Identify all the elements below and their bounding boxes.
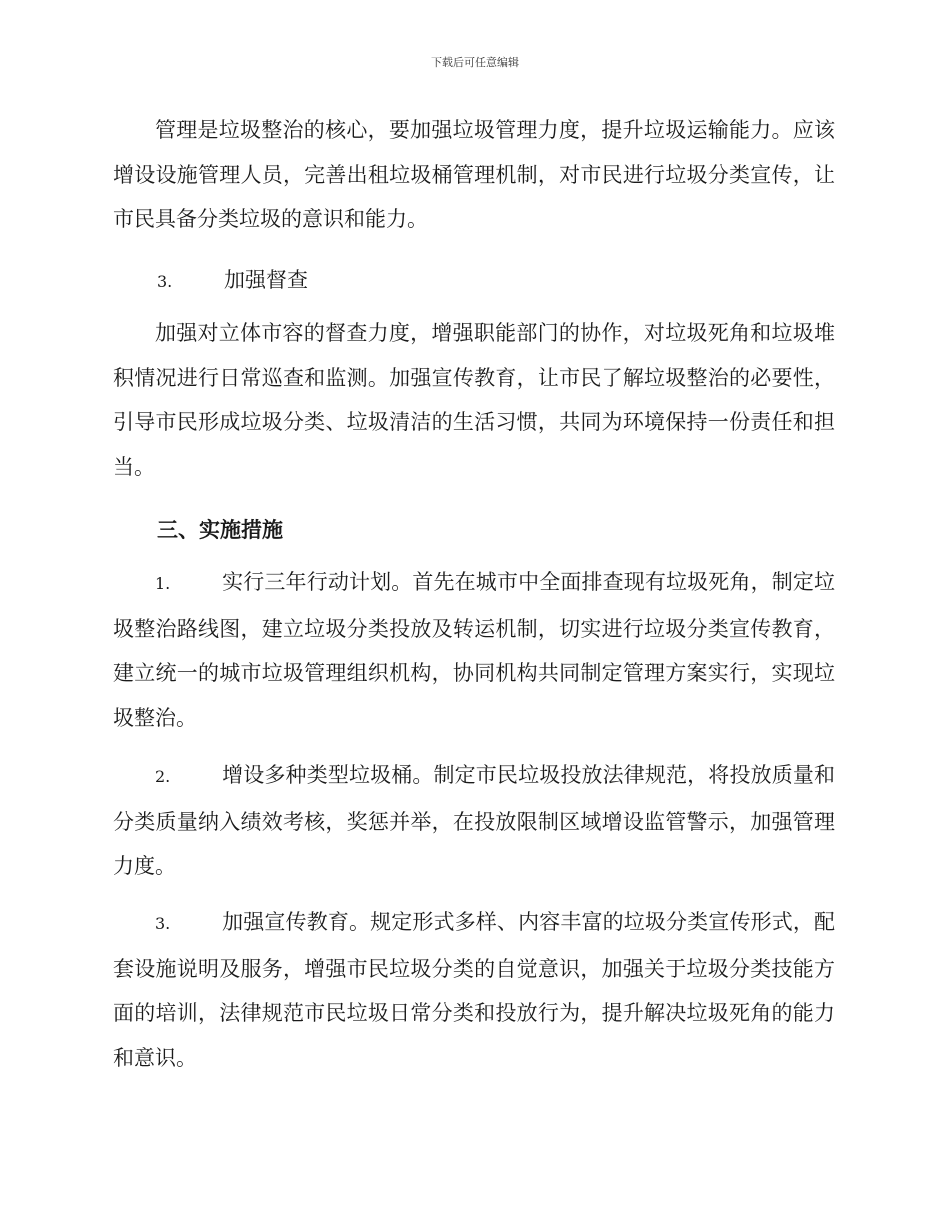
item-title: 加强督查 xyxy=(224,268,308,292)
measure-3-text: 加强宣传教育。规定形式多样、内容丰富的垃圾分类宣传形式，配套设施说明及服务，增强市民垃圾分类的自觉意识，加强关于垃圾分类技能方面的培训，法律规范市民垃圾日常分类和投放行为，提升解决垃圾死角的能力和意识。 xyxy=(113,910,835,1070)
measure-1-text: 实行三年行动计划。首先在城市中全面排查现有垃圾死角，制定垃圾整治路线图，建立垃圾分类投放及转运机制，切实进行垃圾分类宣传教育，建立统一的城市垃圾管理组织机构，协同机构共同制定管理方案实行，实现垃圾整治。 xyxy=(113,570,835,730)
measure-2-number: 2. xyxy=(155,767,171,786)
measure-1-number: 1. xyxy=(155,574,171,593)
measure-3 xyxy=(113,900,835,1080)
item-number: 3. xyxy=(157,272,173,291)
measure-3-number: 3. xyxy=(155,914,171,933)
measure-1 xyxy=(113,560,835,740)
measure-2 xyxy=(113,753,835,889)
paragraph-supervision: 加强对立体市容的督查力度，增强职能部门的协作，对垃圾死角和垃圾堆积情况进行日常巡查和监测。加强宣传教育，让市民了解垃圾整治的必要性，引导市民形成垃圾分类、垃圾清洁的生活习惯，共同为环境保持一份责任和担当。 xyxy=(113,321,835,479)
measure-2-text: 增设多种类型垃圾桶。制定市民垃圾投放法律规范，将投放质量和分类质量纳入绩效考核，奖惩并举，在投放限制区域增设监管警示，加强管理力度。 xyxy=(113,763,835,878)
paragraph-management: 管理是垃圾整治的核心，要加强垃圾管理力度，提升垃圾运输能力。应该增设设施管理人员，完善出租垃圾桶管理机制，对市民进行垃圾分类宣传，让市民具备分类垃圾的意识和能力。 xyxy=(113,118,835,231)
section-heading: 三、实施措施 xyxy=(157,517,283,542)
item-3-heading xyxy=(157,264,308,294)
page-header: 下载后可任意编辑 xyxy=(431,56,519,69)
